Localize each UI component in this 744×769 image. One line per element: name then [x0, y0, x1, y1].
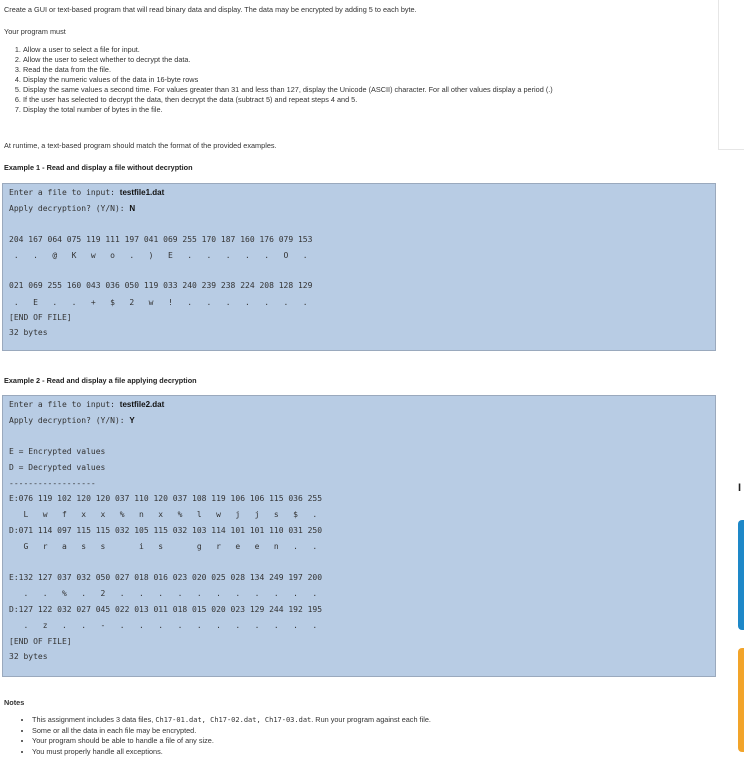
file-name: testfile1.dat [119, 188, 165, 197]
byte-count-line: 32 bytes [9, 328, 48, 337]
notes-title: Notes [4, 698, 25, 707]
example2-title: Example 2 - Read and display a file applying decryption [4, 376, 197, 385]
decrypt-answer: Y [129, 416, 135, 425]
encrypted-row: E:132 127 037 032 050 027 018 016 023 020 025 028 134 249 197 200 [9, 573, 323, 582]
decrypted-row: D:071 114 097 115 115 032 105 115 032 103 114 101 101 110 031 250 [9, 526, 323, 535]
data-file-names: Ch17-01.dat, Ch17-02.dat, Ch17-03.dat [155, 716, 312, 724]
encrypted-row: E:076 119 102 120 120 037 110 120 037 108 119 106 106 115 036 255 [9, 494, 323, 503]
requirement-item: 1. Allow a user to select a file for input. [23, 45, 553, 55]
file-name: testfile2.dat [119, 400, 165, 409]
runtime-note: At runtime, a text-based program should match the format of the provided examples. [4, 141, 277, 150]
separator-line: ------------------ [9, 479, 96, 488]
side-card-orange[interactable] [738, 648, 744, 752]
end-of-file-line: [END OF FILE] [9, 637, 72, 646]
note-item [32, 715, 431, 726]
file-prompt-line [9, 188, 164, 197]
end-of-file-line: [END OF FILE] [9, 313, 72, 322]
note-item: • You must properly handle all exceptions. [32, 747, 431, 758]
notes-list [18, 715, 431, 757]
note-text: . Run your program against each file. [311, 715, 431, 724]
file-prompt: Enter a file to input: [9, 188, 120, 197]
note-item: • Your program should be able to handle a file of any size. [32, 736, 431, 747]
hex-row: 204 167 064 075 119 111 197 041 069 255 170 187 160 176 079 153 [9, 235, 313, 244]
decrypt-prompt-line [9, 416, 135, 425]
decrypted-row: D:127 122 032 027 045 022 013 011 018 015 020 023 129 244 192 195 [9, 605, 323, 614]
file-prompt-line [9, 400, 164, 409]
char-row: L w f x x % n x % l w j j s $ . [9, 510, 318, 519]
requirement-item: 3. Read the data from the file. [23, 65, 553, 75]
requirement-item: 6. If the user has selected to decrypt the data, then decrypt the data (subtract 5) and repeat steps 4 and 5. [23, 95, 553, 105]
requirement-item: 5. Display the same values a second time. For values greater than 31 and less than 127, display the Unicode (ASCII) character. For all other values display a period (.) [23, 85, 553, 95]
decrypt-prompt-line [9, 204, 135, 213]
requirements-list [9, 45, 553, 115]
char-row: . z . . - . . . . . . . . . . . [9, 621, 318, 630]
legend-line: D = Decrypted values [9, 463, 106, 472]
decrypt-prompt: Apply decryption? (Y/N): [9, 204, 130, 213]
note-item: • Some or all the data in each file may be encrypted. [32, 726, 431, 737]
right-side-panel [718, 0, 744, 769]
side-card-blue[interactable] [738, 520, 744, 630]
intro-text: Create a GUI or text-based program that will read binary data and display. The data may be encrypted by adding 5 to each byte. [4, 5, 417, 14]
side-panel-box [718, 0, 744, 150]
file-prompt: Enter a file to input: [9, 400, 120, 409]
char-row: . . % . 2 . . . . . . . . . . . [9, 589, 318, 598]
example2-console [2, 395, 716, 677]
example1-title: Example 1 - Read and display a file without decryption [4, 163, 193, 172]
requirement-item: 2. Allow the user to select whether to decrypt the data. [23, 55, 553, 65]
example1-console [2, 183, 716, 351]
side-heading-fragment: I [738, 482, 742, 494]
requirement-item: 7. Display the total number of bytes in the file. [23, 105, 553, 115]
char-row: G r a s s i s g r e e n . . [9, 542, 318, 551]
decrypt-prompt: Apply decryption? (Y/N): [9, 416, 130, 425]
requirement-item: 4. Display the numeric values of the data in 16-byte rows [23, 75, 553, 85]
hex-row: 021 069 255 160 043 036 050 119 033 240 239 238 224 208 128 129 [9, 281, 313, 290]
decrypt-answer: N [129, 204, 136, 213]
char-row: . E . . + $ 2 w ! . . . . . . . [9, 298, 308, 307]
legend-line: E = Encrypted values [9, 447, 106, 456]
char-row: . . @ K w o . ) E . . . . . O . [9, 251, 308, 260]
requirements-title: Your program must [4, 27, 66, 36]
byte-count-line: 32 bytes [9, 652, 48, 661]
note-text: This assignment includes 3 data files, [32, 715, 156, 724]
